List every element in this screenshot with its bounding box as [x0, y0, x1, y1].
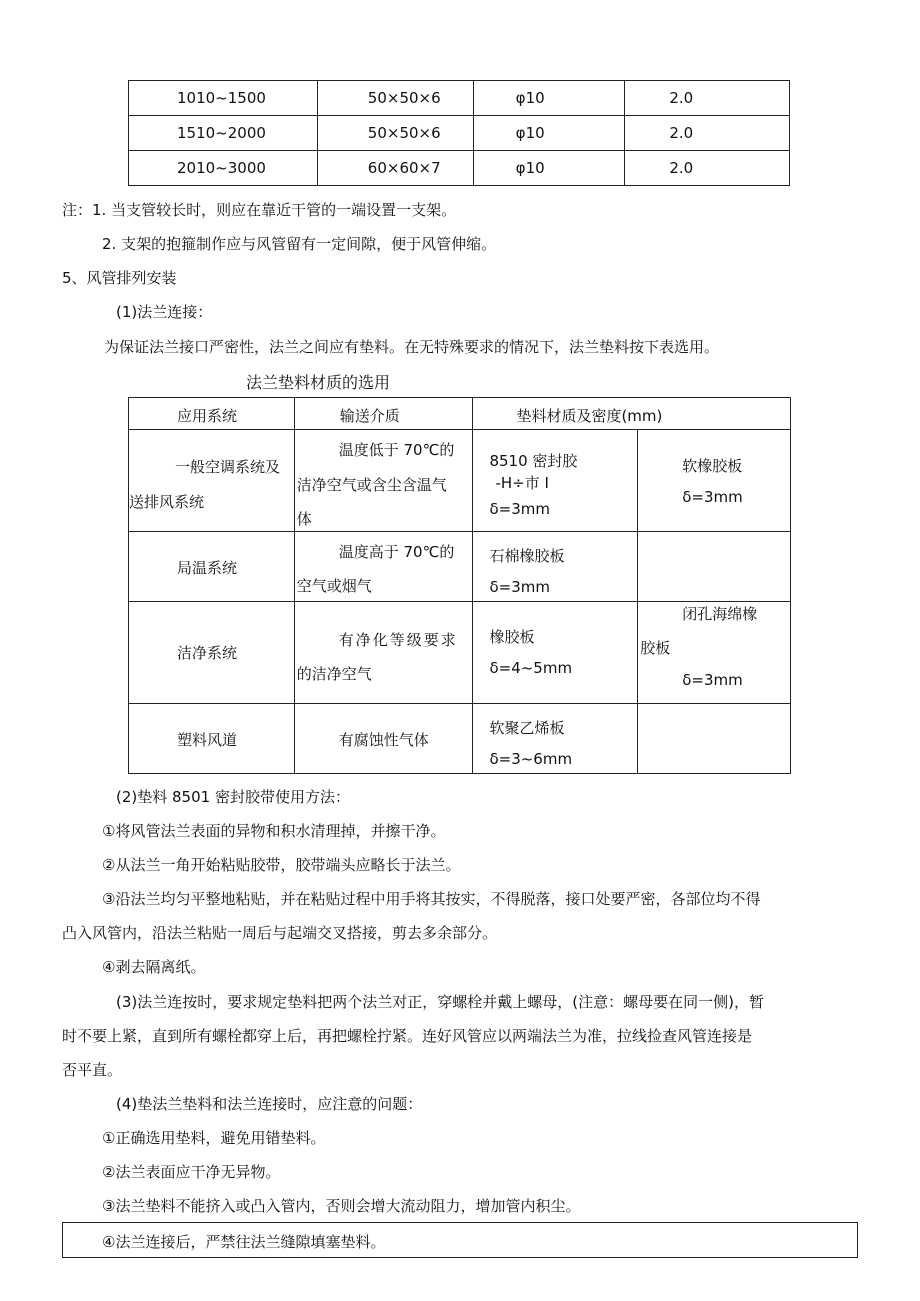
- table-cell: 8510 密封胶 -H÷市 I δ=3mm: [473, 430, 638, 532]
- header-cell: 应用系统: [129, 398, 295, 430]
- attention-item-2: ②法兰表面应干净无异物。: [102, 1163, 281, 1181]
- connect-paragraph-line-3: 否平直。: [62, 1061, 123, 1079]
- table-cell: [638, 704, 791, 774]
- method-step-3a: ③沿法兰均匀平整地粘贴，并在粘贴过程中用手将其按实，不得脱落，接口处要严密，各部位均不得: [102, 890, 761, 908]
- method-step-1: ①将风管法兰表面的异物和积水清理掉，并擦干净。: [102, 822, 446, 840]
- table-cell: 局温系统: [129, 532, 295, 602]
- table-cell: 50×50×6: [317, 116, 473, 151]
- table-cell: 温度低于 70℃的 洁净空气或含尘含温气 体: [294, 430, 473, 532]
- table-cell: 一般空调系统及 送排风系统: [129, 430, 295, 532]
- table-cell: φ10: [473, 81, 625, 116]
- method-step-2: ②从法兰一角开始粘贴胶带，胶带端头应略长于法兰。: [102, 856, 461, 874]
- table-cell: φ10: [473, 116, 625, 151]
- table-header-row: [129, 398, 791, 430]
- table-row: [129, 532, 791, 602]
- table-cell: 1510~2000: [129, 116, 318, 151]
- table-row: [129, 151, 790, 186]
- intro-paragraph: 为保证法兰接口严密性，法兰之间应有垫料。在无特殊要求的情况下，法兰垫料按下表选用。: [104, 338, 720, 356]
- table-cell: 温度高于 70℃的 空气或烟气: [294, 532, 473, 602]
- table-row: [129, 704, 791, 774]
- gasket-material-table: [128, 397, 791, 774]
- table-cell: 2.0: [625, 151, 790, 186]
- attention-item-4: ④法兰连接后，严禁往法兰缝隙填塞垫料。: [102, 1233, 386, 1251]
- table-cell: 2010~3000: [129, 151, 318, 186]
- table-cell: 有净化等级要求 的洁净空气: [294, 602, 473, 704]
- table-cell: 50×50×6: [317, 81, 473, 116]
- attention-box: [62, 1222, 858, 1258]
- table-title: 法兰垫料材质的选用: [246, 373, 391, 392]
- header-cell: 垫料材质及密度(mm): [473, 398, 791, 430]
- table-row: [129, 602, 791, 704]
- attention-item-1: ①正确选用垫料，避免用错垫料。: [102, 1129, 326, 1147]
- table-cell: 橡胶板 δ=4~5mm: [473, 602, 638, 704]
- attention-item-3: ③法兰垫料不能挤入或凸入管内，否则会增大流动阻力，增加管内积尘。: [102, 1197, 581, 1215]
- note-2: 2. 支架的抱箍制作应与风管留有一定间隙，便于风管伸缩。: [102, 235, 497, 253]
- table-cell: [638, 532, 791, 602]
- table-cell: 2.0: [625, 81, 790, 116]
- method-step-3b: 凸入风管内，沿法兰粘贴一周后与起端交叉搭接，剪去多余部分。: [62, 924, 498, 942]
- section-heading: 5、风管排列安装: [62, 269, 177, 287]
- table-row: [129, 116, 790, 151]
- connect-paragraph-line-2: 时不要上紧，直到所有螺栓都穿上后，再把螺栓拧紧。连好风管应以两端法兰为准，拉线捡查风管连接是: [62, 1027, 753, 1045]
- table-cell: 石棉橡胶板 δ=3mm: [473, 532, 638, 602]
- connect-paragraph-line-1: (3)法兰连按时，要求规定垫料把两个法兰对正，穿螺栓并戴上螺母，(注意：螺母要在同一侧)，暂: [116, 993, 764, 1011]
- table-cell: 2.0: [625, 116, 790, 151]
- table-cell: 1010~1500: [129, 81, 318, 116]
- table-row: [129, 430, 791, 532]
- table-cell: 有腐蚀性气体: [294, 704, 473, 774]
- note-1: 注：1. 当支管较长时，则应在靠近干管的一端设置一支架。: [62, 201, 457, 219]
- table-cell: 软橡胶板 δ=3mm: [638, 430, 791, 532]
- attention-heading: (4)垫法兰垫料和法兰连接时，应注意的问题：: [116, 1095, 423, 1113]
- table-cell: 闭孔海绵橡 胶板 δ=3mm: [638, 602, 791, 704]
- table-cell: 塑料风道: [129, 704, 295, 774]
- header-cell: 输送介质: [294, 398, 473, 430]
- table-cell: 洁净系统: [129, 602, 295, 704]
- size-table: [128, 80, 790, 186]
- table-cell: 60×60×7: [317, 151, 473, 186]
- subsection-flange-connection: (1)法兰连接：: [116, 303, 213, 321]
- table-row: [129, 81, 790, 116]
- table-cell: 软聚乙烯板 δ=3~6mm: [473, 704, 638, 774]
- method-step-4: ④剥去隔离纸。: [102, 958, 206, 976]
- method-heading: (2)垫料 8501 密封胶带使用方法：: [116, 788, 350, 806]
- table-cell: φ10: [473, 151, 625, 186]
